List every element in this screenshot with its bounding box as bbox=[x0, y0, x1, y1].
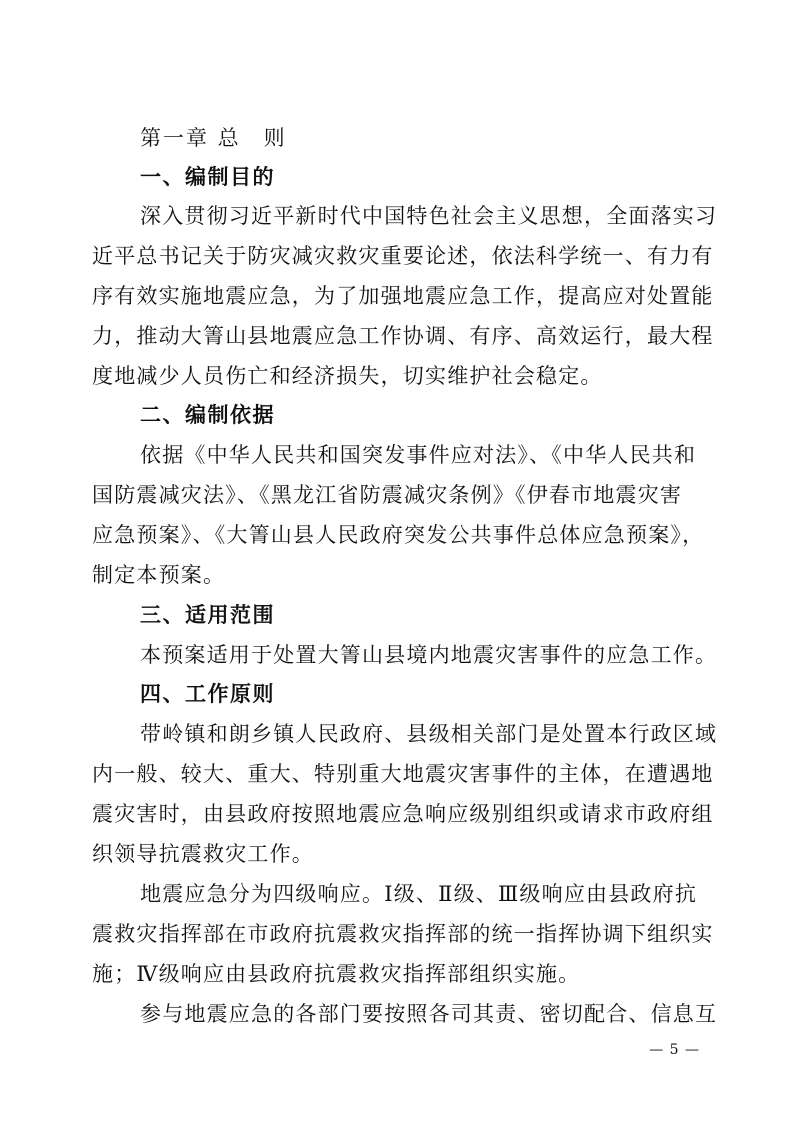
paragraph-line: 制定本预案。 bbox=[92, 563, 226, 587]
section-heading-basis: 二、编制依据 bbox=[140, 403, 275, 427]
paragraph-line: 国防震减灾法》、《黑龙江省防震减灾条例》《伊春市地震灾害 bbox=[92, 483, 683, 507]
paragraph-line: 应急预案》、《大箐山县人民政府突发公共事件总体应急预案》， bbox=[92, 523, 705, 547]
paragraph-line: 序有效实施地震应急，为了加强地震应急工作，提高应对处置能 bbox=[92, 284, 714, 308]
paragraph-line: 施；Ⅳ级响应由县政府抗震救灾指挥部组织实施。 bbox=[92, 962, 581, 986]
paragraph-line: 震救灾指挥部在市政府抗震救灾指挥部的统一指挥协调下组织实 bbox=[92, 922, 714, 946]
paragraph-line: 度地减少人员伤亡和经济损失，切实维护社会稳定。 bbox=[92, 364, 603, 388]
paragraph-line: 带岭镇和朗乡镇人民政府、县级相关部门是处置本行政区域 bbox=[140, 722, 718, 746]
paragraph-line: 地震应急分为四级响应。Ⅰ级、Ⅱ级、Ⅲ级响应由县政府抗 bbox=[140, 882, 698, 906]
page-number: — 5 — bbox=[649, 1042, 700, 1058]
paragraph-line: 近平总书记关于防灾减灾救灾重要论述，依法科学统一、有力有 bbox=[92, 244, 714, 268]
paragraph-line: 内一般、较大、重大、特别重大地震灾害事件的主体，在遭遇地 bbox=[92, 762, 714, 786]
paragraph-line: 本预案适用于处置大箐山县境内地震灾害事件的应急工作。 bbox=[140, 643, 718, 667]
paragraph-line: 深入贯彻习近平新时代中国特色社会主义思想，全面落实习 bbox=[140, 204, 718, 228]
paragraph-line: 参与地震应急的各部门要按照各司其责、密切配合、信息互 bbox=[140, 1002, 718, 1026]
paragraph-line: 震灾害时，由县政府按照地震应急响应级别组织或请求市政府组 bbox=[92, 802, 714, 826]
section-heading-scope: 三、适用范围 bbox=[140, 603, 275, 627]
paragraph-line: 力，推动大箐山县地震应急工作协调、有序、高效运行，最大程 bbox=[92, 324, 714, 348]
chapter-title: 第一章 总 则 bbox=[140, 126, 287, 150]
paragraph-line: 依据《中华人民共和国突发事件应对法》、《中华人民共和 bbox=[140, 443, 697, 467]
section-heading-principles: 四、工作原则 bbox=[140, 682, 275, 706]
section-heading-purpose: 一、编制目的 bbox=[140, 165, 275, 189]
paragraph-line: 织领导抗震救灾工作。 bbox=[92, 842, 314, 866]
